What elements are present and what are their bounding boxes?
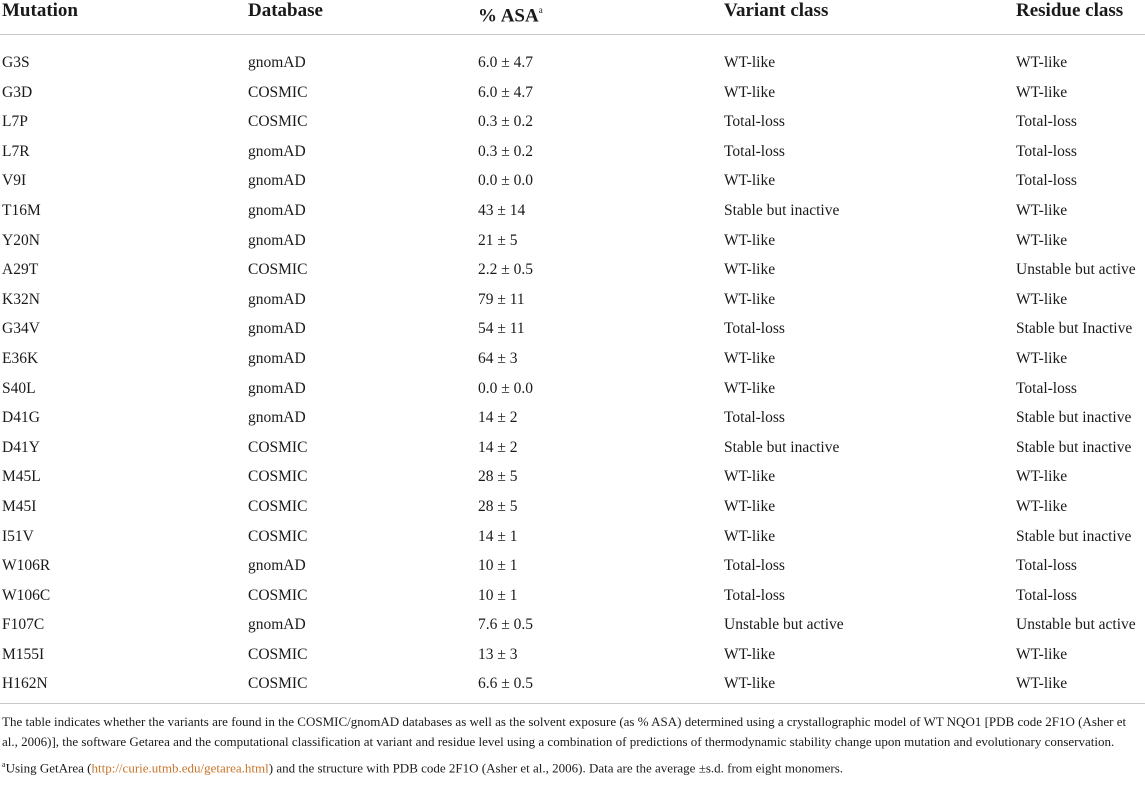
cell-asa: 10 ± 1 [478,557,518,575]
cell-residue-class: Stable but inactive [1016,409,1132,427]
table-row [0,226,1145,256]
header-asa: % ASA$^a$ [476,0,722,35]
cell-residue-class: Unstable but active [1016,616,1136,634]
table-row [0,166,1145,196]
cell-variant-class: WT-like [724,349,776,367]
table-row [0,285,1145,315]
cell-mutation: M45L [2,468,41,486]
cell-residue-class: WT-like [1016,83,1068,101]
table-row [0,640,1145,670]
cell-residue-class: Unstable but active [1016,261,1136,279]
cell-residue-class: Total-loss [1016,113,1077,131]
cell-asa: 0.3 ± 0.2 [478,113,534,131]
cell-residue-class: Stable but Inactive [1016,320,1133,338]
cell-variant-class: WT-like [724,83,776,101]
table-row [0,137,1145,167]
cell-asa: 21 ± 5 [478,231,518,249]
cell-variant-class: Total-loss [724,320,785,338]
cell-database: gnomAD [248,290,306,308]
table-row [0,374,1145,404]
cell-variant-class: WT-like [724,468,776,486]
table-row [0,551,1145,581]
cell-residue-class: WT-like [1016,645,1068,663]
cell-variant-class: WT-like [724,231,776,249]
cell-variant-class: WT-like [724,527,776,545]
cell-asa: 7.6 ± 0.5 [478,616,534,634]
cell-asa: 6.0 ± 4.7 [478,54,534,71]
table-row [0,433,1145,463]
cell-residue-class: WT-like [1016,349,1068,367]
cell-residue-class: WT-like [1016,675,1068,693]
header-database: Database [246,0,476,35]
cell-mutation: L7R [2,142,30,160]
table-row [0,462,1145,492]
cell-database: gnomAD [248,54,306,71]
cell-database: gnomAD [248,320,306,338]
cell-mutation: I51V [2,527,34,545]
footnote-marker: a [538,5,543,15]
table-row [0,255,1145,285]
cell-variant-class: Total-loss [724,557,785,575]
cell-residue-class: WT-like [1016,201,1068,219]
cell-database: gnomAD [248,379,306,397]
cell-variant-class: WT-like [724,54,776,71]
cell-variant-class: Total-loss [724,142,785,160]
cell-database: gnomAD [248,201,306,219]
cell-mutation: L7P [2,113,28,131]
cell-asa: 79 ± 11 [478,290,525,308]
cell-asa: 28 ± 5 [478,468,518,486]
header-variant-class: Variant class [722,0,1014,35]
cell-asa: 10 ± 1 [478,586,518,604]
cell-mutation: M45I [2,497,37,515]
table-row [0,344,1145,374]
cell-residue-class: Total-loss [1016,379,1077,397]
table-row [0,522,1145,552]
cell-asa: 13 ± 3 [478,645,518,663]
cell-variant-class: WT-like [724,379,776,397]
cell-mutation: E36K [2,349,39,367]
cell-asa: 28 ± 5 [478,497,518,515]
cell-residue-class: WT-like [1016,290,1068,308]
cell-variant-class: Total-loss [724,586,785,604]
cell-database: COSMIC [248,645,308,663]
cell-asa: 14 ± 2 [478,438,518,456]
cell-asa: 43 ± 14 [478,201,526,219]
cell-database: gnomAD [248,409,306,427]
cell-mutation: D41Y [2,438,40,456]
table-row [0,610,1145,640]
cell-database: COSMIC [248,468,308,486]
cell-asa: 0.0 ± 0.0 [478,172,534,190]
footnote-description: The table indicates whether the variants are found in the COSMIC/gnomAD databases as well as the solvent exposure (as % ASA) determined using a crystallographic model of WT NQO1 [PDB code 2F1O (Asher et al., 2006)], the software Getarea and the computational classification at variant and residue level using a combination of predictions of thermodynamic stability change upon mutation and evolutionary conservation. [2,714,1127,749]
cell-residue-class: Stable but inactive [1016,527,1132,545]
getarea-link[interactable]: http://curie.utmb.edu/getarea.html [91,760,269,776]
cell-mutation: W106R [2,557,51,575]
cell-residue-class: Total-loss [1016,586,1077,604]
cell-database: gnomAD [248,142,306,160]
cell-asa: 14 ± 2 [478,409,518,427]
table-footnotes [0,704,1145,778]
cell-database: gnomAD [248,231,306,249]
cell-residue-class: Total-loss [1016,557,1077,575]
table-row [0,35,1145,78]
cell-asa: 6.6 ± 0.5 [478,675,534,693]
cell-variant-class: WT-like [724,675,776,693]
cell-asa: 14 ± 1 [478,527,518,545]
cell-residue-class: WT-like [1016,468,1068,486]
cell-asa: 2.2 ± 0.5 [478,261,534,279]
table-header-row [0,0,1145,35]
footnote-a-marker: a [2,760,6,770]
cell-residue-class: WT-like [1016,231,1068,249]
footnote-a: $^a$Using GetArea (http://curie.utmb.edu/getarea.html) and the structure with PDB code 2F1O (Asher et al., 2006). Data are the average ±s.d. from eight monomers. [2,760,844,776]
cell-variant-class: Total-loss [724,113,785,131]
table-row [0,196,1145,226]
cell-variant-class: Stable but inactive [724,438,840,456]
cell-asa: 6.0 ± 4.7 [478,83,534,101]
cell-variant-class: Unstable but active [724,616,844,634]
cell-residue-class: Stable but inactive [1016,438,1132,456]
header-residue-class: Residue class [1014,0,1145,35]
cell-database: COSMIC [248,261,308,279]
cell-mutation: T16M [2,201,41,219]
cell-database: COSMIC [248,675,308,693]
cell-residue-class: WT-like [1016,54,1068,71]
cell-mutation: G34V [2,320,40,338]
cell-mutation: G3S [2,54,30,71]
table-row [0,314,1145,344]
cell-database: gnomAD [248,349,306,367]
cell-variant-class: WT-like [724,290,776,308]
table-row [0,492,1145,522]
cell-mutation: G3D [2,83,33,101]
cell-mutation: S40L [2,379,36,397]
cell-residue-class: WT-like [1016,497,1068,515]
cell-mutation: K32N [2,290,40,308]
table-row [0,581,1145,611]
table-body [0,35,1145,700]
cell-variant-class: Stable but inactive [724,201,840,219]
header-mutation: Mutation [0,0,246,35]
table-row [0,403,1145,433]
table-row [0,669,1145,699]
cell-database: COSMIC [248,438,308,456]
cell-mutation: Y20N [2,231,40,249]
cell-database: gnomAD [248,616,306,634]
cell-database: COSMIC [248,527,308,545]
cell-residue-class: Total-loss [1016,142,1077,160]
cell-mutation: W106C [2,586,51,604]
cell-mutation: V9I [2,172,27,190]
cell-database: gnomAD [248,172,306,190]
cell-database: COSMIC [248,113,308,131]
cell-database: COSMIC [248,586,308,604]
cell-mutation: D41G [2,409,40,427]
cell-variant-class: Total-loss [724,409,785,427]
cell-residue-class: Total-loss [1016,172,1077,190]
cell-variant-class: WT-like [724,497,776,515]
cell-asa: 64 ± 3 [478,349,518,367]
cell-asa: 0.3 ± 0.2 [478,142,534,160]
table-row [0,107,1145,137]
table-row [0,78,1145,108]
cell-mutation: M155I [2,645,45,663]
cell-database: COSMIC [248,83,308,101]
cell-mutation: F107C [2,616,45,634]
cell-variant-class: WT-like [724,261,776,279]
cell-database: gnomAD [248,557,306,575]
cell-variant-class: WT-like [724,645,776,663]
cell-asa: 0.0 ± 0.0 [478,379,534,397]
cell-mutation: A29T [2,261,39,279]
cell-mutation: H162N [2,675,48,693]
cell-asa: 54 ± 11 [478,320,525,338]
cell-variant-class: WT-like [724,172,776,190]
cell-database: COSMIC [248,497,308,515]
